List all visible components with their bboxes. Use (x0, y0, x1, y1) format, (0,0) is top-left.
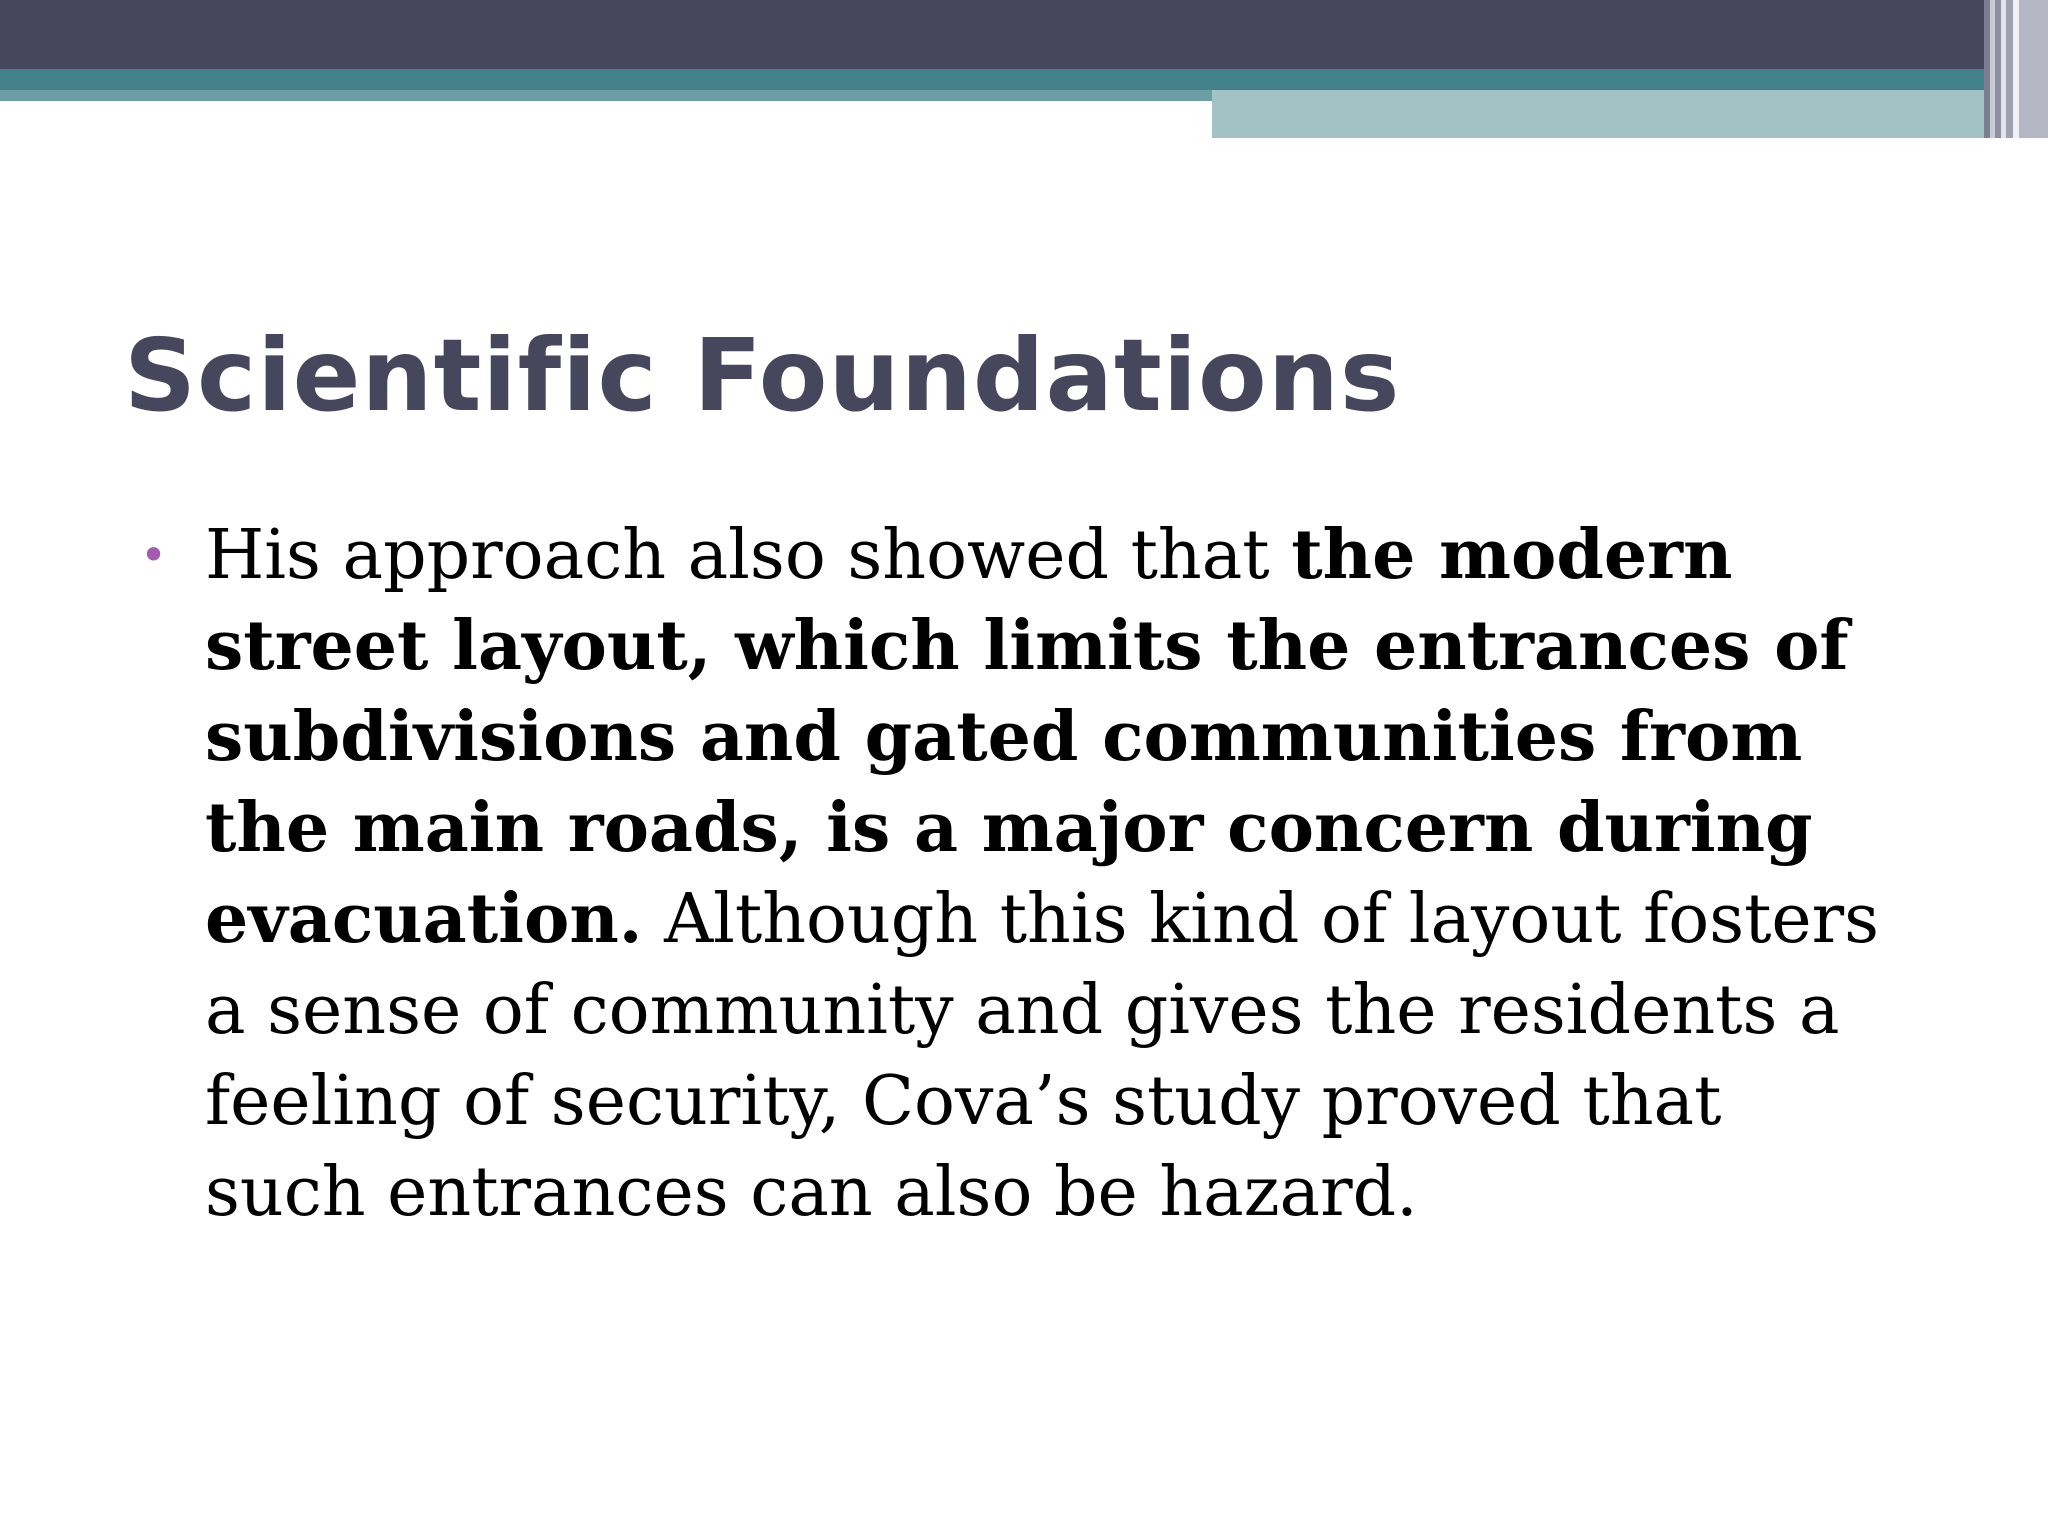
bullet-item (140, 510, 1900, 1238)
bullet-dot-icon: • (140, 528, 168, 582)
bullet-text-rest: Although this kind of layout fosters a sense of community and gives the residents a feeling of security, Cova’s study proved that such entrances can also be hazard. (205, 880, 1880, 1232)
header-band-teal-lower (0, 90, 1212, 101)
slide-body (140, 510, 1900, 1238)
bullet-text (205, 510, 1900, 1238)
bullet-text-bold: the modern street layout, which limits the entrances of subdivisions and gated communities from the main roads, is a major concern during evacuation. (205, 515, 1849, 959)
header-band-dark (0, 0, 2048, 69)
header-band-light (1212, 90, 2048, 138)
header-band-teal (0, 69, 2048, 90)
slide-title: Scientific Foundations (124, 317, 1401, 434)
bullet-text-intro: His approach also showed that (205, 516, 1292, 595)
header-stripes (1984, 0, 2048, 138)
